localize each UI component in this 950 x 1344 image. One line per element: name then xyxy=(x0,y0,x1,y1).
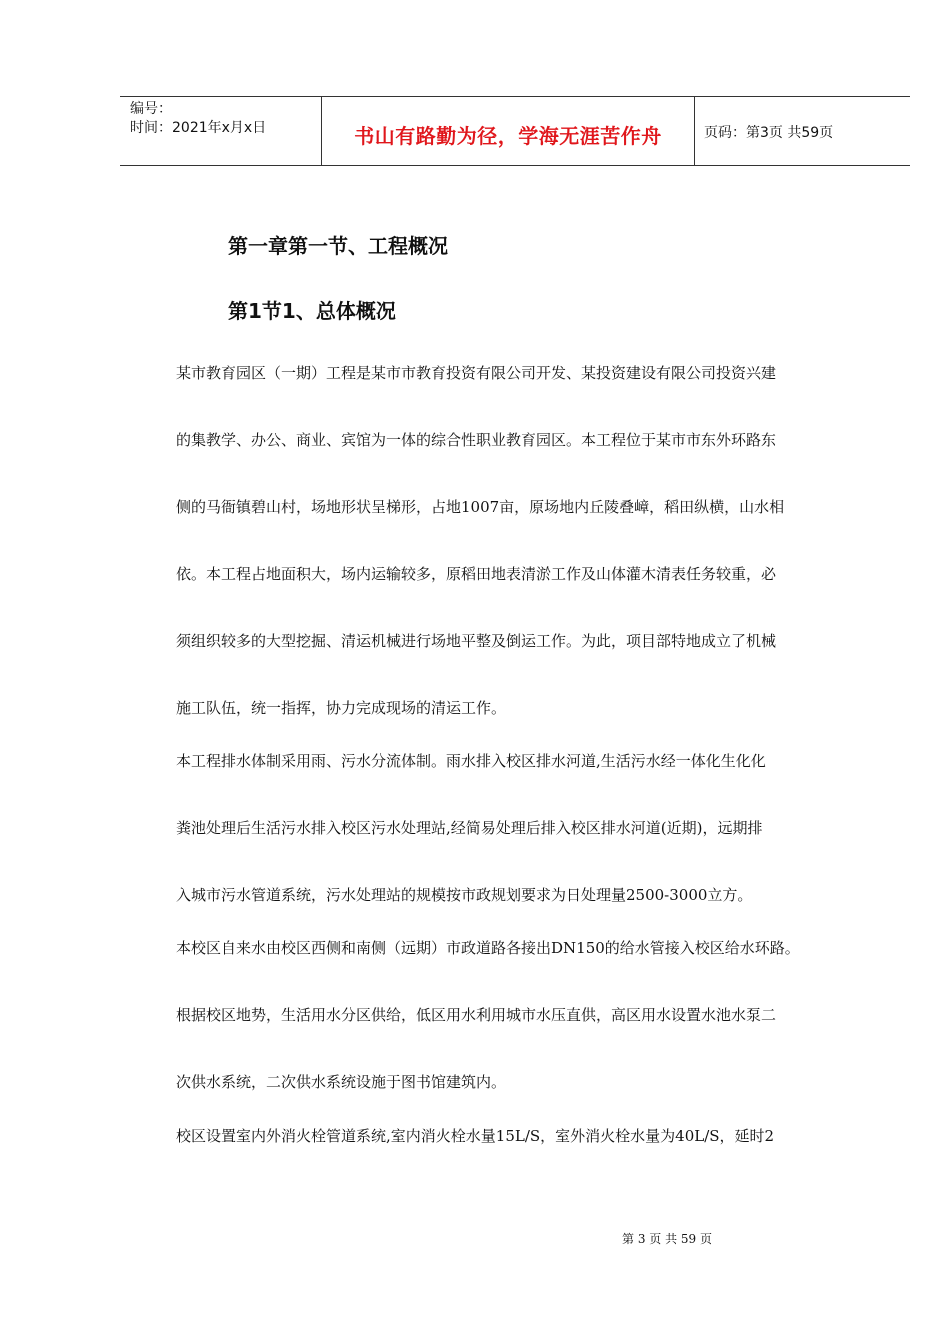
text-line: 本校区自来水由校区西侧和南侧（远期）市政道路各接出DN150的给水管接入校区给水环路。 xyxy=(176,939,800,957)
chapter-heading: 第一章第一节、工程概况 xyxy=(228,234,448,258)
text-line: 校区设置室内外消火栓管道系统,室内消火栓水量15L/S，室外消火栓水量为40L/S，延时2 xyxy=(176,1127,775,1145)
text-line: 侧的马衙镇碧山村，场地形状呈梯形，占地1007亩，原场地内丘陵叠嶂，稻田纵横，山水相 xyxy=(176,498,785,516)
page-footer xyxy=(0,1230,950,1247)
page-header xyxy=(120,96,910,166)
footer-page-number: 第 3 页 共 59 页 xyxy=(622,1232,712,1246)
header-page-info: 页码：第3页 共59页 xyxy=(704,125,834,141)
header-motto: 书山有路勤为径，学海无涯苦作舟 xyxy=(354,124,662,148)
text-line: 施工队伍，统一指挥，协力完成现场的清运工作。 xyxy=(176,699,507,717)
header-page-cell xyxy=(694,97,910,165)
text-line: 须组织较多的大型挖掘、清运机械进行场地平整及倒运工作。为此，项目部特地成立了机械 xyxy=(176,632,777,650)
header-motto-cell xyxy=(321,97,695,165)
doc-number-label: 编号： xyxy=(130,101,172,117)
text-line: 本工程排水体制采用雨、污水分流体制。雨水排入校区排水河道,生活污水经一体化生化化 xyxy=(176,752,766,770)
doc-date: 时间：2021年x月x日 xyxy=(130,120,267,136)
text-line: 依。本工程占地面积大，场内运输较多，原稻田地表清淤工作及山体灌木清表任务较重，必 xyxy=(176,565,777,583)
text-line: 根据校区地势，生活用水分区供给，低区用水利用城市水压直供，高区用水设置水池水泵二 xyxy=(176,1006,777,1024)
text-line: 的集教学、办公、商业、宾馆为一体的综合性职业教育园区。本工程位于某市市东外环路东 xyxy=(176,431,777,449)
text-line: 入城市污水管道系统，污水处理站的规模按市政规划要求为日处理量2500-3000立方。 xyxy=(176,886,753,904)
section-heading: 第1节1、总体概况 xyxy=(228,299,396,323)
text-line: 次供水系统，二次供水系统设施于图书馆建筑内。 xyxy=(176,1073,507,1091)
header-meta xyxy=(120,97,320,165)
text-line: 某市教育园区（一期）工程是某市市教育投资有限公司开发、某投资建设有限公司投资兴建 xyxy=(176,364,777,382)
text-line: 粪池处理后生活污水排入校区污水处理站,经简易处理后排入校区排水河道(近期)，远期排 xyxy=(176,819,763,837)
